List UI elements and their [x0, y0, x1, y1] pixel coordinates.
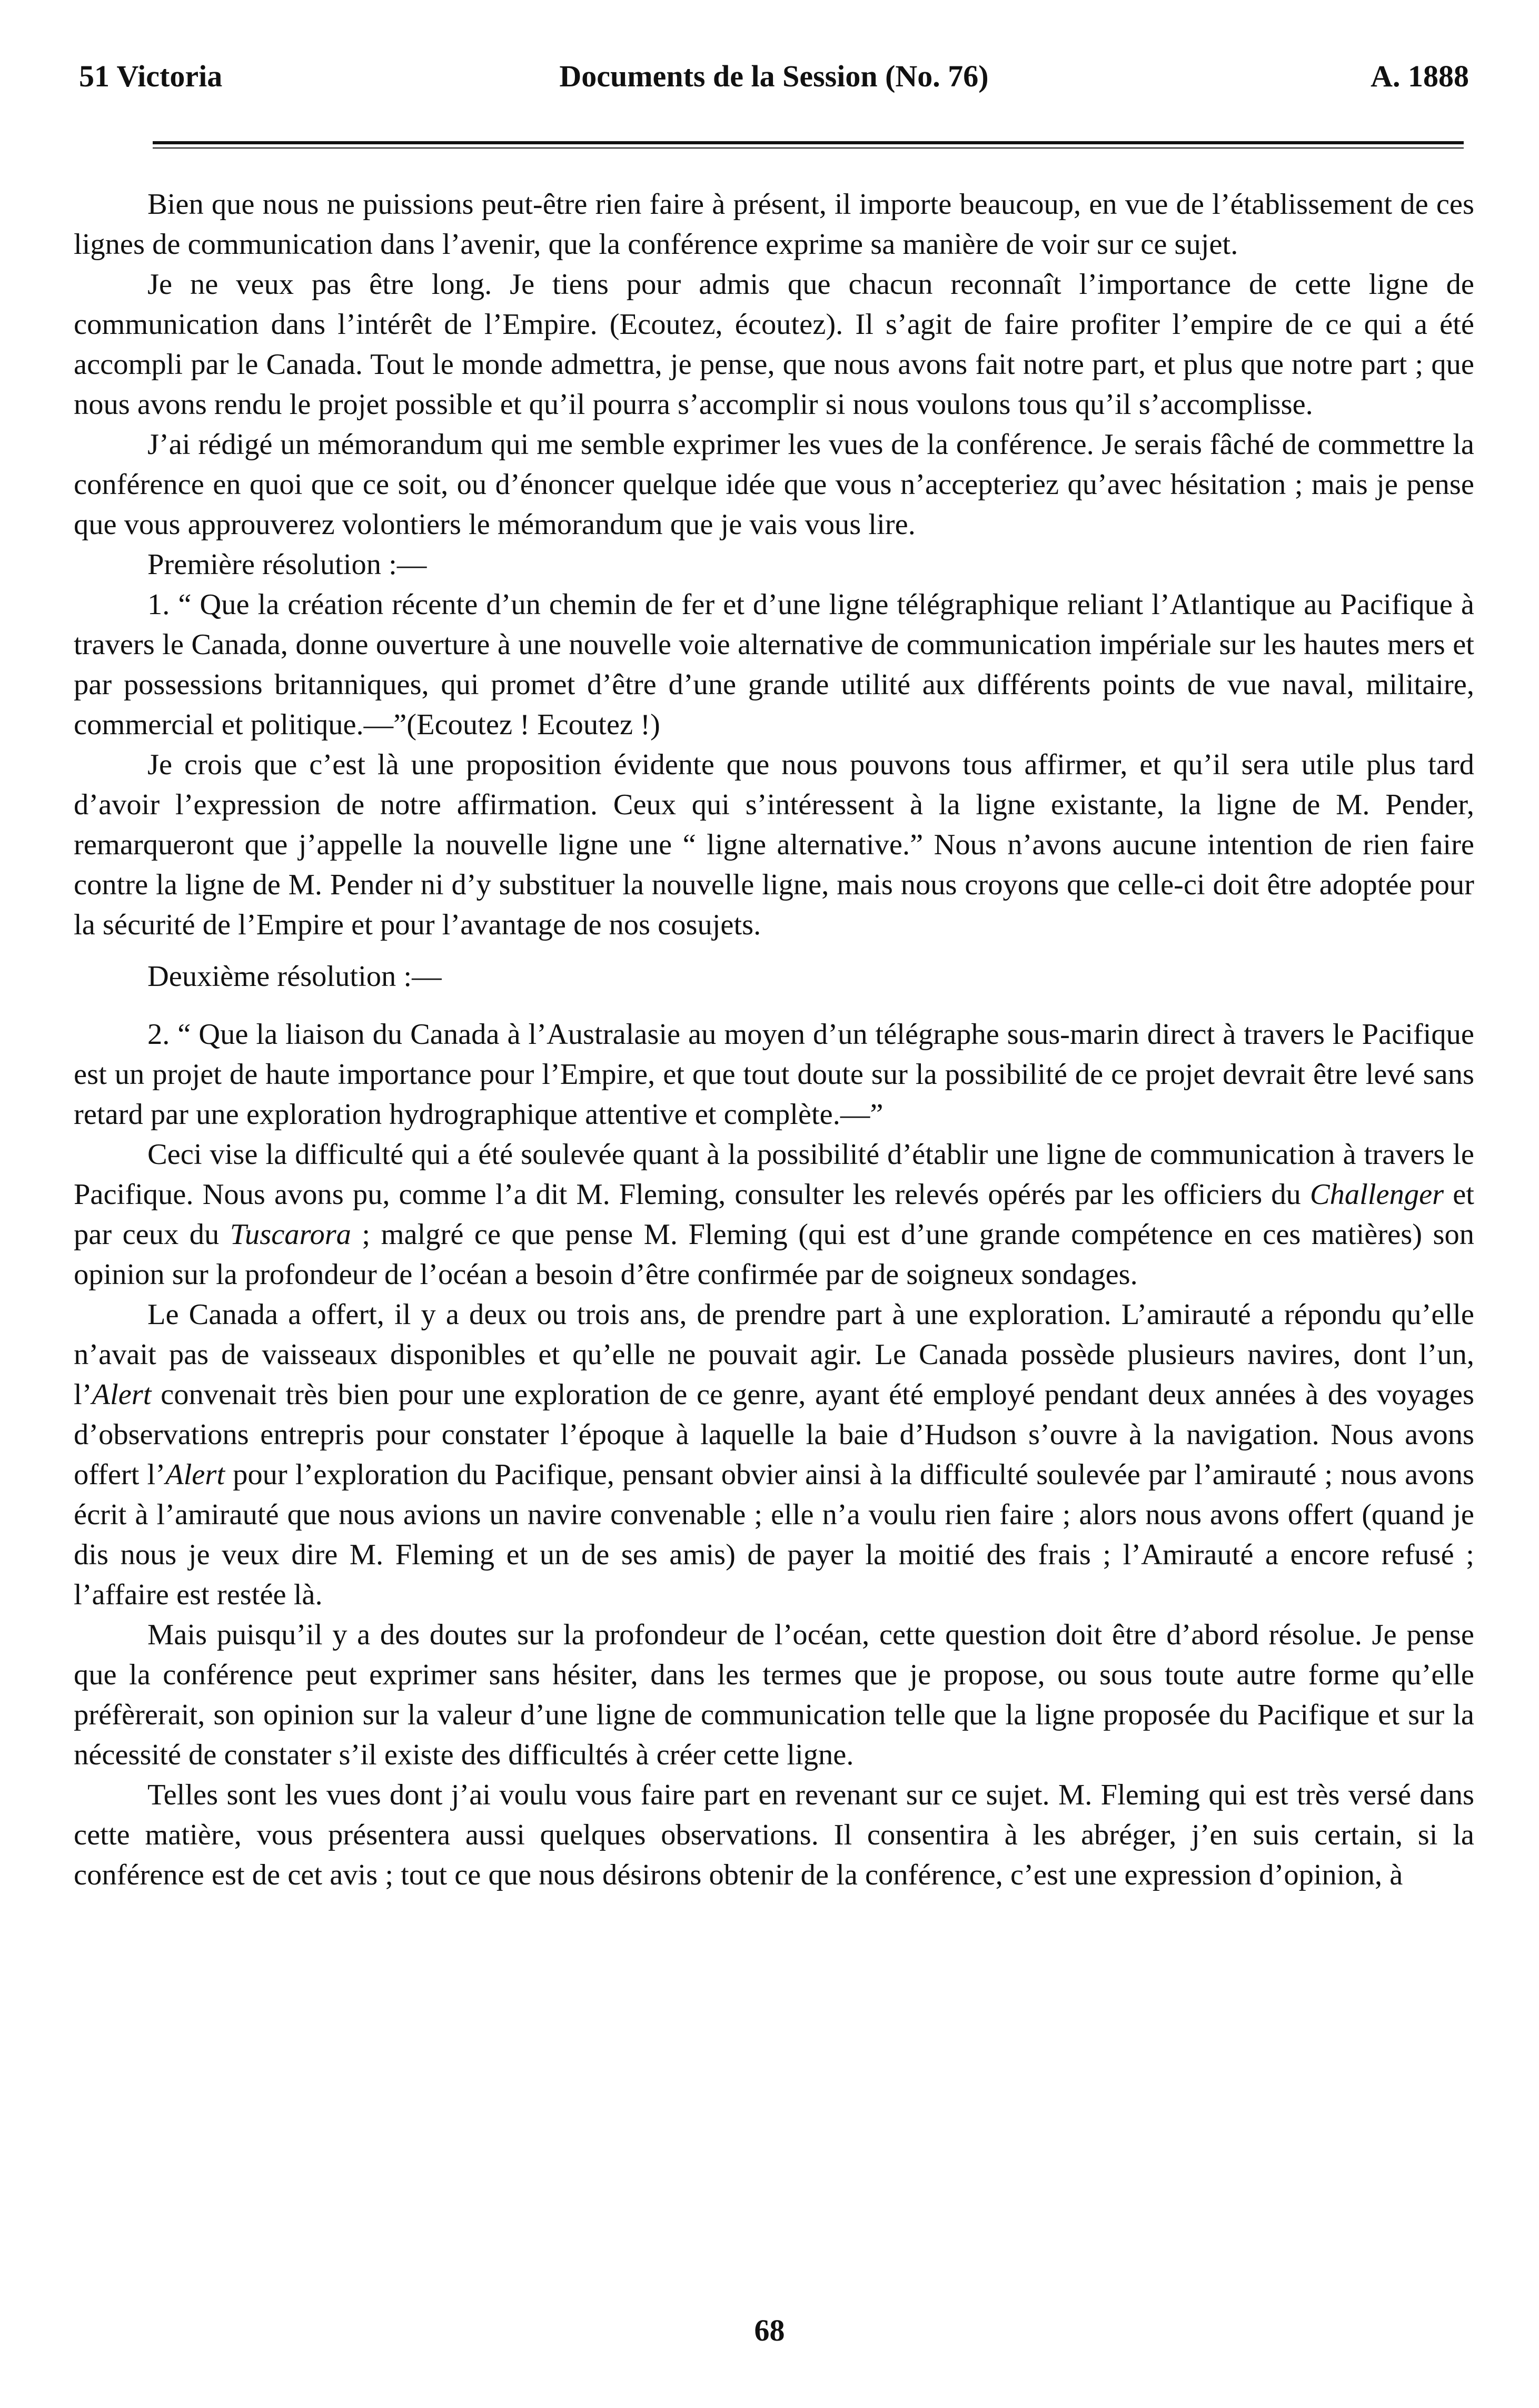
- header-rule-thick: [153, 141, 1464, 144]
- paragraph-canada-offer: [74, 1295, 1474, 1615]
- heading-first-resolution: Première résolution :—: [147, 548, 427, 581]
- paragraph-importance: Je ne veux pas être long. Je tiens pour admis que chacun reconnaît l’importance de cette ligne de communication dans l’intérêt de l’Empire. (Ecoutez, écoutez). Il s’agit de faire profiter l’empire de ce qui a été accompli par le Canada. Tout le monde admettra, je pense, que nous avons fait notre part, et plus que notre part ; que nous avons rendu le projet possible et qu’il pourra s’accomplir si nous voulons tous qu’il s’accomplisse.: [74, 268, 1474, 421]
- text-segment: et par ceux du: [74, 1178, 1474, 1251]
- text-segment: Le Canada a offert, il y a deux ou trois ans, de prendre part à une exploration. L’amirauté a répondu qu’elle n’avait pas de vaisseaux disponibles et qu’elle ne pouvait agir. Le Canada possède plusieurs navires, dont l’un, l’: [74, 1298, 1474, 1411]
- paragraph-ocean-depth: Mais puisqu’il y a des doutes sur la profondeur de l’océan, cette question doit être d’abord résolue. Je pense que la conférence peut exprimer sans hésiter, dans les termes que je propose, ou sous toute autre forme qu’elle préfèrerait, son opinion sur la valeur d’une ligne de communication telle que la ligne proposée du Pacifique et sur la nécessité de constater s’il existe des difficultés à créer cette ligne.: [74, 1619, 1474, 1771]
- paragraph-resolution-1: 1. “ Que la création récente d’un chemin de fer et d’une ligne télégraphique reliant l’Atlantique au Pacifique à travers le Canada, donne ouverture à une nouvelle voie alternative de communication impériale sur les hautes mers et par possessions britanniques, qui promet d’être d’une grande utilité aux différents points de vue naval, militaire, commercial et politique.—”(Ecoutez ! Ecoutez !): [74, 588, 1474, 741]
- header-rule-thin: [153, 147, 1464, 149]
- page-number: 68: [754, 2313, 785, 2347]
- ship-name-tuscarora: Tuscarora: [230, 1218, 351, 1251]
- document-body: [74, 184, 1474, 1895]
- ship-name-challenger: Challenger: [1309, 1178, 1444, 1211]
- ship-name-alert: Alert: [92, 1378, 152, 1411]
- paragraph-resolution-2: 2. “ Que la liaison du Canada à l’Australasie au moyen d’un télégraphe sous-marin direct à travers le Pacifique est un projet de haute importance pour l’Empire, et que tout doute sur la possibilité de ce projet devrait être levé sans retard par une exploration hydrographique attentive et complète.—”: [74, 1018, 1474, 1131]
- heading-second-resolution: Deuxième résolution :—: [147, 960, 442, 993]
- page-header: [79, 53, 1469, 100]
- paragraph-memorandum: J’ai rédigé un mémorandum qui me semble exprimer les vues de la conférence. Je serais fâché de commettre la conférence en quoi que ce soit, ou d’énoncer quelque idée que vous n’accepteriez qu’avec hésitation ; mais je pense que vous approuverez volontiers le mémorandum que je vais vous lire.: [74, 428, 1474, 541]
- text-segment: ; malgré ce que pense M. Fleming (qui est d’une grande compétence en ces matières) son opinion sur la profondeur de l’océan a besoin d’être confirmée par de soigneux sondages.: [74, 1218, 1474, 1291]
- paragraph-alternative-line: Je crois que c’est là une proposition évidente que nous pouvons tous affirmer, et qu’il sera utile plus tard d’avoir l’expression de notre affirmation. Ceux qui s’intéressent à la ligne existante, la ligne de M. Pender, remarqueront que j’appelle la nouvelle ligne une “ ligne alternative.” Nous n’avons aucune intention de rien faire contre la ligne de M. Pender ni d’y substituer la nouvelle ligne, mais nous croyons que celle-ci doit être adoptée pour la sécurité de l’Empire et pour l’avantage de nos cosujets.: [74, 748, 1474, 941]
- text-segment: Ceci vise la difficulté qui a été soulevée quant à la possibilité d’établir une ligne de communication à travers le Pacifique. Nous avons pu, comme l’a dit M. Fleming, consulter les relevés opérés par les officiers du: [74, 1138, 1474, 1211]
- text-segment: pour l’exploration du Pacifique, pensant obvier ainsi à la difficulté soulevée par l’amirauté ; nous avons écrit à l’amirauté que nous avions un navire convenable ; elle n’a voulu rien faire ; alors nous avons offert (quand je dis nous je veux dire M. Fleming et un de ses amis) de payer la moitié des frais ; l’Amirauté a encore refusé ; l’affaire est restée là.: [74, 1458, 1474, 1611]
- paragraph-pacific-difficulty: [74, 1134, 1474, 1295]
- header-title: Documents de la Session (No. 76): [559, 59, 989, 93]
- header-year: A. 1888: [1371, 59, 1469, 93]
- header-volume: 51 Victoria: [79, 59, 223, 93]
- paragraph-intro: Bien que nous ne puissions peut-être rien faire à présent, il importe beaucoup, en vue de l’établissement de ces lignes de communication dans l’avenir, que la conférence exprime sa manière de voir sur ce sujet.: [74, 188, 1474, 261]
- ship-name-alert: Alert: [165, 1458, 225, 1491]
- text-segment: convenait très bien pour une exploration de ce genre, ayant été employé pendant deux années à des voyages d’observations entrepris pour constater l’époque à laquelle la baie d’Hudson s’ouvre à la navigation. Nous avons offert l’: [74, 1378, 1474, 1491]
- paragraph-closing: Telles sont les vues dont j’ai voulu vous faire part en revenant sur ce sujet. M. Fleming qui est très versé dans cette matière, vous présentera aussi quelques observations. Il consentira à les abréger, j’en suis certain, si la conférence est de cet avis ; tout ce que nous désirons obtenir de la conférence, c’est une expression d’opinion, à: [74, 1779, 1474, 1891]
